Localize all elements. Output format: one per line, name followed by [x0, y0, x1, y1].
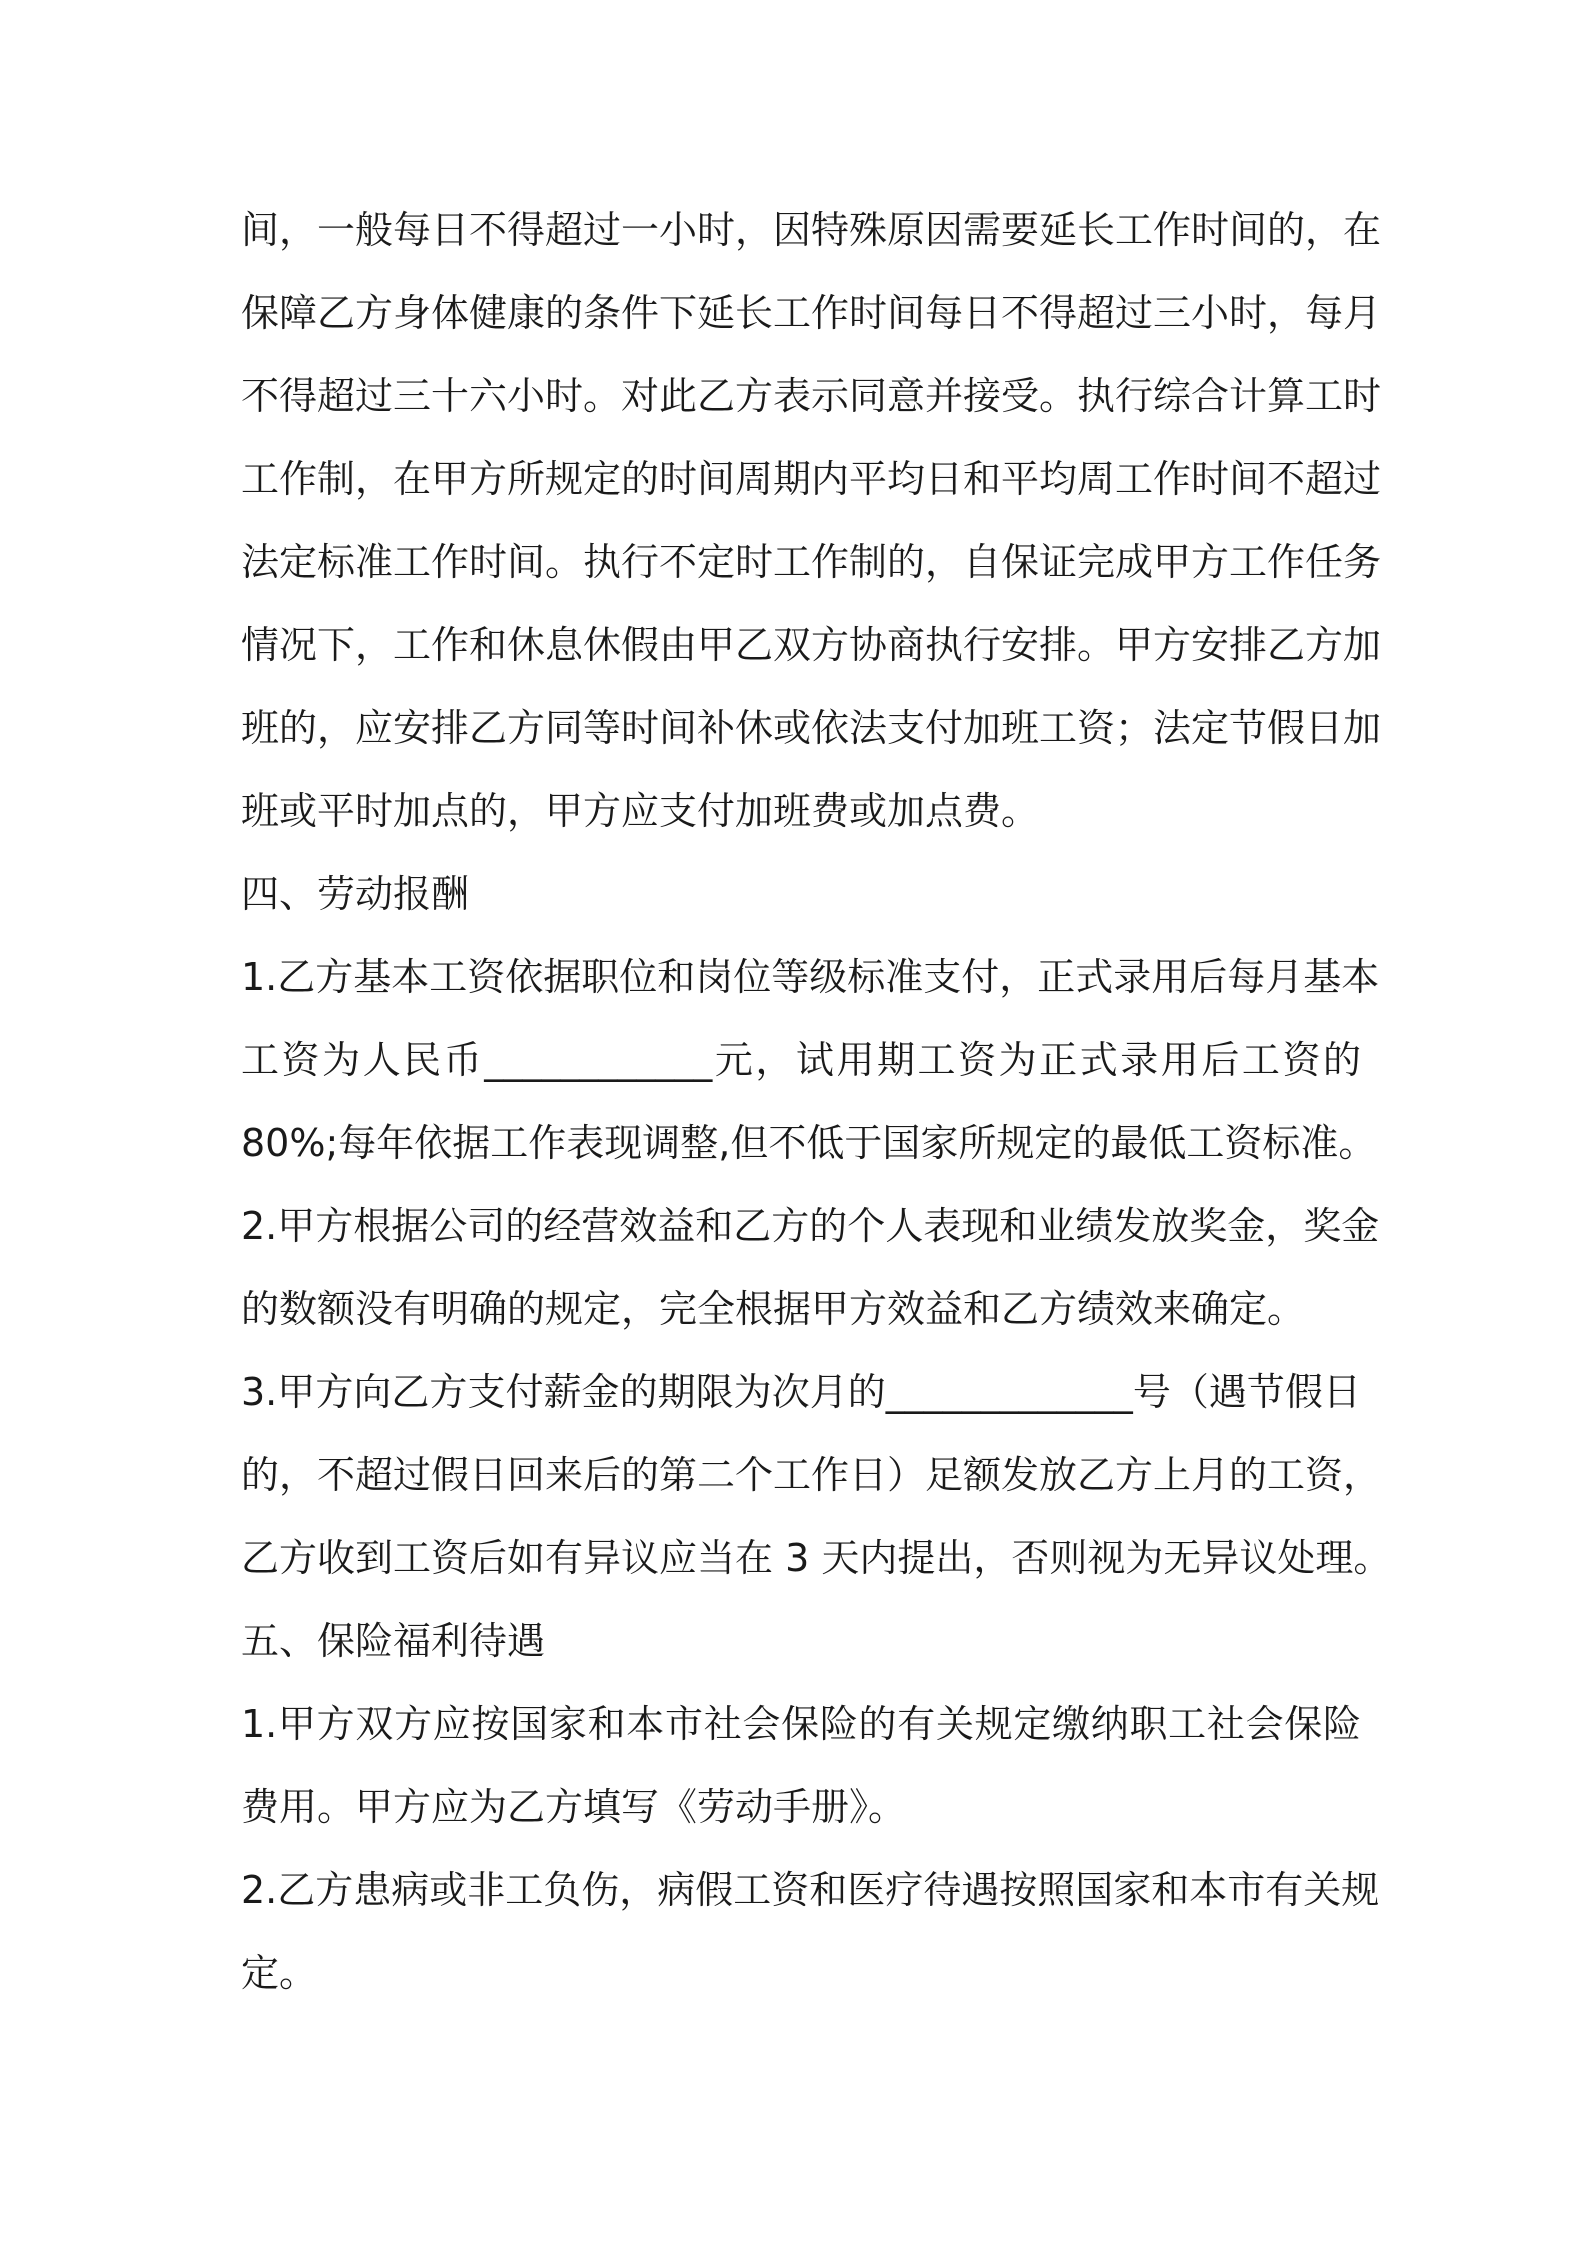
text-line: 2.甲方根据公司的经营效益和乙方的个人表现和业绩发放奖金，奖金	[241, 1204, 1380, 1248]
text-line: 班的，应安排乙方同等时间补休或依法支付加班工资；法定节假日加	[241, 706, 1382, 750]
text-line: 不得超过三十六小时。对此乙方表示同意并接受。执行综合计算工时	[241, 374, 1382, 418]
text-line: 情况下，工作和休息休假由甲乙双方协商执行安排。甲方安排乙方加	[241, 623, 1382, 667]
text-line: 班或平时加点的，甲方应支付加班费或加点费。	[241, 789, 1040, 833]
text-line: 乙方收到工资后如有异议应当在 3 天内提出，否则视为无异议处理。	[241, 1536, 1392, 1580]
text-line: 间，一般每日不得超过一小时，因特殊原因需要延长工作时间的，在	[241, 208, 1382, 252]
section-heading: 四、劳动报酬	[241, 872, 470, 916]
text-line: 定。	[241, 1951, 318, 1995]
text-line: 工资为人民币____________元，试用期工资为正式录用后工资的	[241, 1038, 1361, 1082]
text-line: 工作制，在甲方所规定的时间周期内平均日和平均周工作时间不超过	[241, 457, 1382, 501]
text-line: 的数额没有明确的规定，完全根据甲方效益和乙方绩效来确定。	[241, 1287, 1306, 1331]
text-line: 80%;每年依据工作表现调整,但不低于国家所规定的最低工资标准。	[241, 1121, 1377, 1165]
text-line: 2.乙方患病或非工负伤，病假工资和医疗待遇按照国家和本市有关规	[241, 1868, 1380, 1912]
text-line: 3.甲方向乙方支付薪金的期限为次月的_____________号（遇节假日	[241, 1370, 1361, 1414]
text-line: 保障乙方身体健康的条件下延长工作时间每日不得超过三小时，每月	[241, 291, 1382, 335]
text-line: 法定标准工作时间。执行不定时工作制的，自保证完成甲方工作任务	[241, 540, 1382, 584]
text-line: 费用。甲方应为乙方填写《劳动手册》。	[241, 1785, 907, 1829]
text-line: 1.甲方双方应按国家和本市社会保险的有关规定缴纳职工社会保险	[241, 1702, 1361, 1746]
section-heading: 五、保险福利待遇	[241, 1619, 546, 1663]
text-line: 的，不超过假日回来后的第二个工作日）足额发放乙方上月的工资，	[241, 1453, 1382, 1497]
text-line: 1.乙方基本工资依据职位和岗位等级标准支付，正式录用后每月基本	[241, 955, 1380, 999]
